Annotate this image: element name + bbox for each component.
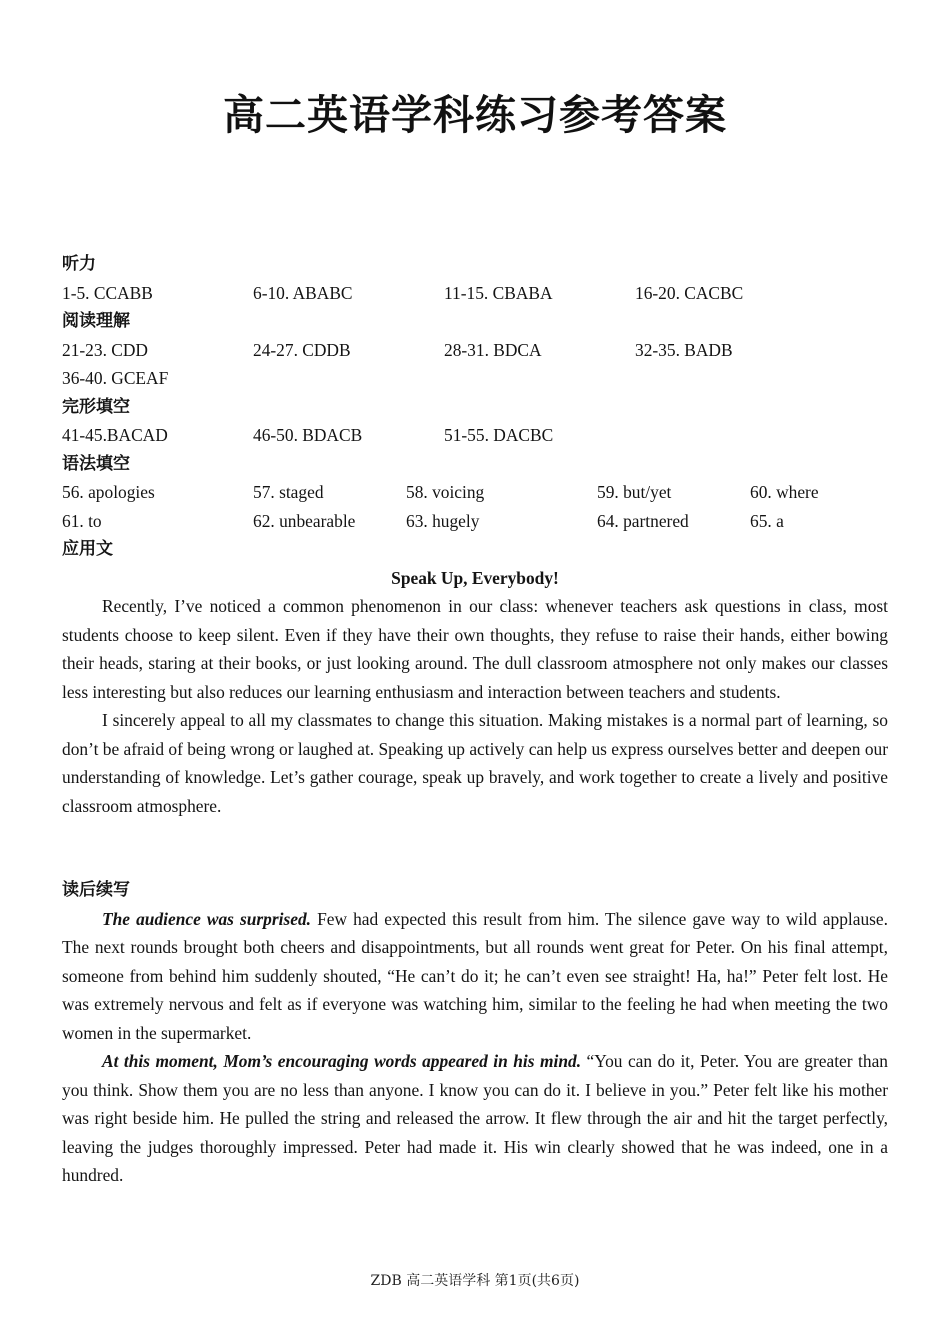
answer-item: 46-50. BDACB (253, 425, 363, 445)
essay-paragraph: I sincerely appeal to all my classmates to change this situation. Making mistakes is a normal part of learning, so don’t be afraid of being wrong or laughed at. Speaking up actively can help us express ourselves better and deepen our understanding of knowledge. Let’s gather courage, speak up bravely, and work together to create a lively and positive classroom atmosphere. (62, 710, 888, 816)
answer-item: 56. apologies (62, 482, 155, 502)
answer-item: 65. a (750, 510, 784, 531)
section-heading-reading: 阅读理解 (62, 311, 130, 331)
answer-item: 36-40. GCEAF (62, 368, 169, 388)
answer-item: 1-5. CCABB (62, 282, 153, 303)
answer-item: 41-45.BACAD (62, 425, 168, 445)
answer-item: 57. staged (253, 482, 324, 502)
grammar-answers-row (62, 507, 888, 536)
continuation-paragraph (62, 1047, 888, 1190)
answer-item: 51-55. DACBC (444, 425, 554, 445)
answer-item: 6-10. ABABC (253, 282, 353, 303)
paragraph-body: Few had expected this result from him. The silence gave way to wild applause. The next rounds brought both cheers and disappointments, but all rounds went great for Peter. On his final attempt, someone from behind him suddenly shouted, “He can’t do it; he can’t even see straight! Ha, ha!” Peter felt lost. He was extremely nervous and felt as if everyone was watching him, similar to the feeling he had when meeting the two women in the supermarket. (62, 908, 889, 1043)
answer-item: 63. hugely (406, 510, 480, 531)
page-footer: ZDB 高二英语学科 第1页(共6页) (370, 1273, 580, 1289)
answer-item: 61. to (62, 510, 102, 531)
answer-item: 11-15. CBABA (444, 282, 553, 303)
reading-answers-row (62, 336, 888, 365)
section-spacer (62, 820, 888, 876)
answer-item: 24-27. CDDB (253, 339, 351, 360)
section-heading-listening: 听力 (62, 254, 96, 274)
essay-paragraph: Recently, I’ve noticed a common phenomenon in our class: whenever teachers ask questions in class, most students choose to keep silent. Even if they have their own thoughts, they refuse to raise their hands, either bowing their heads, staring at their books, or just looking around. The dull classroom atmosphere not only makes our classes less interesting but also reduces our learning enthusiasm and interaction between teachers and students. (62, 596, 888, 702)
answer-item: 64. partnered (597, 510, 689, 531)
answer-item: 58. voicing (406, 482, 485, 502)
answer-content (62, 250, 888, 1190)
continuation-paragraph (62, 905, 888, 1048)
essay-title: Speak Up, Everybody! (391, 567, 559, 588)
answer-item: 60. where (750, 482, 819, 502)
listening-answers-row (62, 279, 888, 308)
section-heading-continuation-writing: 读后续写 (62, 880, 130, 900)
paragraph-lead-sentence: The audience was surprised. (102, 908, 312, 929)
answer-item: 32-35. BADB (635, 339, 733, 360)
answer-item: 62. unbearable (253, 510, 356, 531)
cloze-answers-row (62, 421, 888, 450)
answer-item: 16-20. CACBC (635, 282, 744, 303)
grammar-answers-row (62, 478, 888, 507)
answer-item: 59. but/yet (597, 482, 672, 502)
section-heading-cloze: 完形填空 (62, 396, 130, 417)
section-heading-grammar: 语法填空 (62, 453, 130, 474)
reading-answers-row (62, 364, 888, 393)
paragraph-lead-sentence: At this moment, Mom’s encouraging words appeared in his mind. (102, 1051, 582, 1071)
answer-item: 21-23. CDD (62, 339, 148, 360)
page-title: 高二英语学科练习参考答案 (223, 91, 727, 139)
section-heading-practical-writing: 应用文 (62, 539, 113, 559)
answer-item: 28-31. BDCA (444, 339, 542, 360)
paragraph-body: “You can do it, Peter. You are greater than you think. Show them you are no less than anyone. I know you can do it. I believe in you.” Peter felt like his mother was right beside him. He pulled the string and released the arrow. It flew through the air and hit the target perfectly, leaving the judges thoroughly impressed. Peter had made it. His win clearly showed that he was indeed, one in a hundred. (62, 1051, 888, 1185)
